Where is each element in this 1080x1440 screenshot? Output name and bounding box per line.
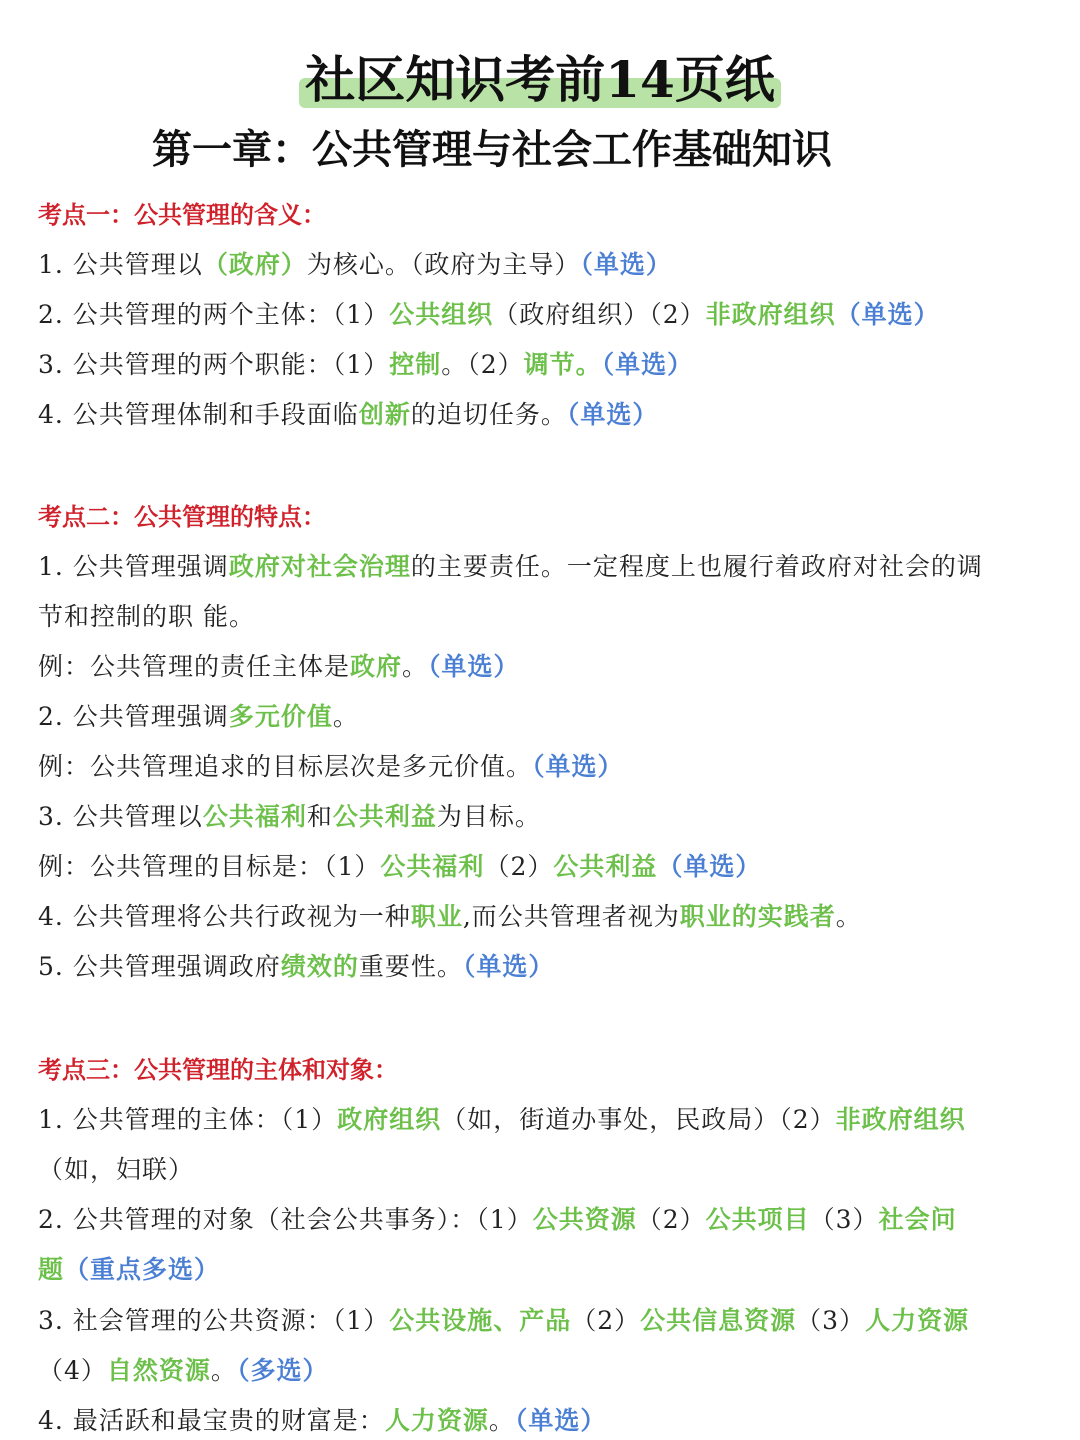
key-term: 非政府组织 — [835, 1105, 966, 1134]
question-type-tag: （单选） — [514, 1406, 607, 1435]
section-3-line — [38, 1203, 1048, 1237]
question-type-tag: （单选） — [835, 300, 940, 329]
line-text: 重要性。 — [358, 952, 463, 981]
line-text: 。 — [332, 702, 359, 731]
line-text: ,而公共管理者视为 — [462, 902, 680, 931]
key-term: 公共设施、产品 — [389, 1306, 572, 1335]
line-text: （3） — [796, 1306, 866, 1335]
key-term: 人力资源 — [384, 1406, 489, 1435]
line-text: 和 — [306, 802, 333, 831]
section-3-line — [38, 1354, 1048, 1388]
line-text: （2） — [571, 1306, 641, 1335]
section-3-line — [38, 1253, 1048, 1287]
question-type-tag: （单选） — [532, 752, 624, 781]
key-term: 多元价值 — [228, 702, 333, 731]
line-text: （2） — [636, 1205, 706, 1234]
key-term: 公共福利 — [202, 802, 307, 831]
question-type-tag: （单选） — [428, 652, 520, 681]
line-text: 3. 公共管理以 — [38, 802, 203, 831]
question-type-tag: （单选） — [601, 350, 694, 379]
chapter-heading: 第一章：公共管理与社会工作基础知识 — [152, 127, 832, 173]
line-text: 为目标。 — [436, 802, 541, 831]
section-2-line — [38, 700, 1048, 734]
key-term: 社会问 — [878, 1205, 957, 1234]
section-2-line — [38, 800, 1048, 834]
page-title-text: 社区知识考前14页纸 — [305, 50, 775, 109]
key-term: 公共资源 — [532, 1205, 637, 1234]
key-term: 调节。 — [523, 350, 602, 379]
key-term: 政府 — [350, 652, 403, 681]
section-2-line — [38, 750, 1048, 784]
section-1-line — [38, 298, 1048, 332]
line-text: （政府组织）（2） — [493, 300, 706, 329]
question-type-tag: （重点多选） — [64, 1255, 221, 1284]
line-text: 5. 公共管理强调政府 — [38, 952, 281, 981]
line-text: 例：公共管理的目标是：（1） — [38, 852, 381, 881]
line-text: 。（2） — [441, 350, 524, 379]
section-3-line — [38, 1404, 1048, 1438]
line-text: 的主要责任。一定程度上也履行着政府对社会的调 — [410, 552, 983, 581]
key-term: 公共利益 — [332, 802, 437, 831]
key-term: 非政府组织 — [705, 300, 836, 329]
section-3-line — [38, 1153, 1048, 1187]
line-text: 4. 最活跃和最宝贵的财富是： — [38, 1406, 385, 1435]
section-1-line — [38, 248, 1048, 282]
line-text: （如，妇联） — [38, 1155, 195, 1184]
key-term: 创新 — [358, 400, 411, 429]
key-term: 政府组织 — [337, 1105, 442, 1134]
line-text: 。 — [402, 652, 429, 681]
question-type-tag: （多选） — [236, 1356, 329, 1385]
line-text: 1. 公共管理强调 — [38, 552, 229, 581]
line-text: 的迫切任务。 — [410, 400, 567, 429]
line-text: 例：公共管理追求的目标层次是多元价值。 — [38, 752, 533, 781]
question-type-tag: （单选） — [580, 250, 672, 279]
line-text: （4） — [38, 1356, 107, 1385]
line-text: 。 — [835, 902, 862, 931]
key-term: 绩效的 — [280, 952, 359, 981]
line-text: 。 — [210, 1356, 237, 1385]
question-type-tag: （单选） — [462, 952, 555, 981]
line-text: 4. 公共管理将公共行政视为一种 — [38, 902, 411, 931]
line-text: 2. 公共管理强调 — [38, 702, 229, 731]
key-term: （政府） — [202, 250, 307, 279]
line-text: 1. 公共管理以 — [38, 250, 203, 279]
line-text: （2） — [484, 852, 554, 881]
line-text: 3. 公共管理的两个职能：（1） — [38, 350, 390, 379]
line-text: 为核心。（政府为主导） — [306, 250, 581, 279]
section-3-line — [38, 1304, 1048, 1338]
section-1-line — [38, 398, 1048, 432]
key-term: 公共福利 — [380, 852, 485, 881]
section-3-title: 考点三：公共管理的主体和对象： — [38, 1055, 398, 1084]
line-text: 4. 公共管理体制和手段面临 — [38, 400, 359, 429]
key-term: 控制 — [389, 350, 442, 379]
line-text: 2. 公共管理的对象（社会公共事务）：（1） — [38, 1205, 533, 1234]
line-text: 节和控制的职 能。 — [38, 602, 255, 631]
section-2-line — [38, 950, 1048, 984]
key-term: 公共组织 — [389, 300, 494, 329]
section-2-line — [38, 900, 1048, 934]
section-3-line — [38, 1103, 1048, 1137]
line-text: （3） — [809, 1205, 879, 1234]
key-term: 职业的实践者 — [679, 902, 836, 931]
section-2-line — [38, 650, 1048, 684]
section-2-line — [38, 600, 1048, 634]
key-term: 公共利益 — [553, 852, 658, 881]
line-text: 2. 公共管理的两个主体：（1） — [38, 300, 390, 329]
line-text: 。 — [488, 1406, 515, 1435]
key-term: 人力资源 — [865, 1306, 970, 1335]
section-1-line — [38, 348, 1048, 382]
section-2-title: 考点二：公共管理的特点： — [38, 502, 326, 531]
line-text: （如，街道办事处，民政局）（2） — [441, 1105, 836, 1134]
key-term: 自然资源 — [106, 1356, 211, 1385]
key-term: 政府对社会治理 — [228, 552, 411, 581]
line-text: 例：公共管理的责任主体是 — [38, 652, 351, 681]
key-term: 职业 — [410, 902, 463, 931]
question-type-tag: （单选） — [566, 400, 659, 429]
section-2-line — [38, 550, 1048, 584]
key-term: 公共项目 — [705, 1205, 810, 1234]
section-1-title: 考点一：公共管理的含义： — [38, 200, 326, 229]
line-text: 1. 公共管理的主体：（1） — [38, 1105, 338, 1134]
section-2-line — [38, 850, 1048, 884]
question-type-tag: （单选） — [657, 852, 762, 881]
page-title — [299, 50, 781, 110]
line-text: 3. 社会管理的公共资源：（1） — [38, 1306, 390, 1335]
title-wrap — [0, 50, 1080, 110]
key-term: 公共信息资源 — [640, 1306, 797, 1335]
key-term: 题 — [38, 1255, 65, 1284]
